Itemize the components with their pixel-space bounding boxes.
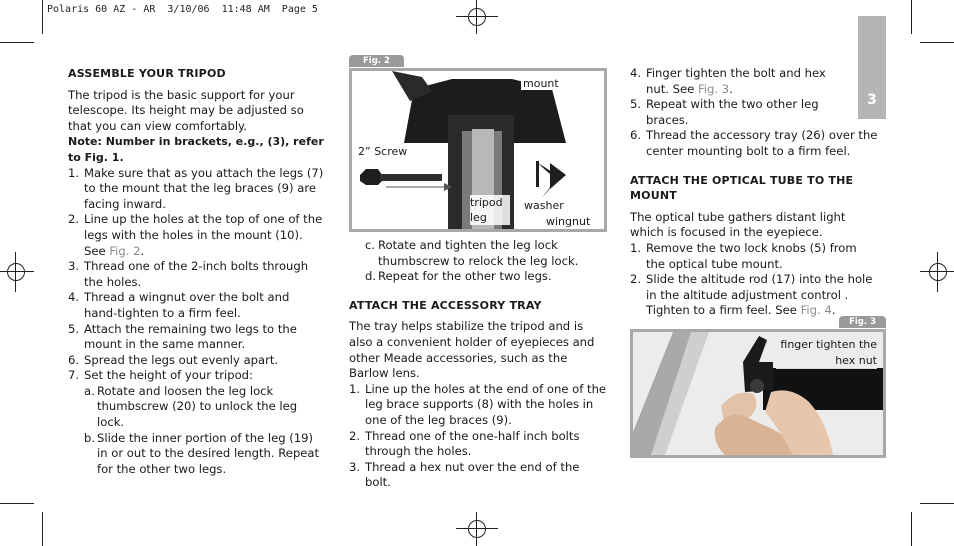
list-item: 4. Finger tighten the bolt and hex nut. See Fig. 3. <box>630 66 826 96</box>
crop-mark <box>920 42 954 43</box>
list-item: 2. Thread one of the one-half inch bolts through the holes. <box>349 428 580 459</box>
list-item: 6. Thread the accessory tray (26) over the center mounting bolt to a firm feel. <box>630 128 878 158</box>
list-item: 2. Slide the altitude rod (17) into the hole in the altitude adjustment control . Tighten to a firm feel. See Fig. 4. <box>630 272 873 318</box>
figure-tab: Fig. 2 <box>349 55 404 67</box>
substep-list <box>349 238 607 285</box>
crop-mark <box>42 512 43 546</box>
list-item: 7. Set the height of your tripod: <box>68 368 253 383</box>
list-item: 2. Line up the holes at the top of one of the legs with the holes in the mount (10). See Fig. 2. <box>68 212 323 258</box>
list-item: 1. Line up the holes at the end of one of the leg brace supports (8) with the holes in one of the leg braces (9). <box>349 381 607 427</box>
page-number: 3 <box>867 92 877 108</box>
list-item: 4. Thread a wingnut over the bolt and hand-tighten to a firm feel. <box>68 290 290 320</box>
figure-reference[interactable]: Fig. 3 <box>697 81 730 96</box>
figure-3 <box>630 317 886 458</box>
step-list <box>630 128 878 159</box>
crop-mark <box>0 503 34 504</box>
crop-mark <box>911 512 912 546</box>
list-item: b. Slide the inner portion of the leg (19) in or out to the desired length. Repeat for the other two legs. <box>84 430 320 476</box>
note-text: Note: Number in brackets, e.g., (3), refer to Fig. 1. <box>68 135 324 164</box>
list-item: a. Rotate and loosen the leg lock thumbscrew (20) to unlock the leg lock. <box>84 383 298 430</box>
list-item: 1. Remove the two lock knobs (5) from the optical tube mount. <box>630 240 857 271</box>
intro-text: The tripod is the basic support for your telescope. Its height may be adjusted so that you can view comfortably. <box>68 87 304 133</box>
crop-mark <box>920 503 954 504</box>
list-item: d. Repeat for the other two legs. <box>365 269 552 284</box>
label-washer: washer <box>524 199 564 212</box>
step-list <box>630 66 835 128</box>
label-tripod-leg: tripod leg <box>470 195 510 225</box>
label-mount: mount <box>523 77 559 90</box>
list-item: 3. Thread one of the 2-inch bolts through the holes. <box>68 259 309 289</box>
intro-text: The tray helps stabilize the tripod and is also a convenient holder of eyepieces and other Meade accessories, such as the Barlow lens. <box>349 319 595 381</box>
label-screw: 2” Screw <box>358 145 408 158</box>
list-item: c. Rotate and tighten the leg lock thumbscrew to relock the leg lock. <box>365 238 579 268</box>
list-item: 6. Spread the legs out evenly apart. <box>68 352 279 367</box>
label-finger-tighten: finger tighten the hex nut <box>776 337 877 369</box>
list-item: 5. Repeat with the two other leg braces. <box>630 97 819 127</box>
column-accessory-tray <box>349 238 607 491</box>
step-list <box>68 166 324 384</box>
figure-tab: Fig. 3 <box>839 316 886 328</box>
column-assemble-tripod <box>68 66 324 477</box>
column-optical-tube <box>630 66 878 319</box>
crop-mark <box>0 42 34 43</box>
section-heading: ASSEMBLE YOUR TRIPOD <box>68 67 226 80</box>
step-list <box>630 241 878 319</box>
crop-mark <box>911 0 912 34</box>
step-list <box>349 382 607 491</box>
section-heading: ATTACH THE ACCESSORY TRAY <box>349 298 542 312</box>
section-heading: ATTACH THE OPTICAL TUBE TO THE MOUNT <box>630 173 854 203</box>
intro-text: The optical tube gathers distant light which is focused in the eyepiece. <box>630 209 846 240</box>
figure-reference[interactable]: Fig. 4 <box>800 303 832 318</box>
list-item: 1. Make sure that as you attach the legs (7) to the mount that the leg braces (9) are facing inward. <box>68 165 324 211</box>
figure-reference[interactable]: Fig. 2 <box>109 243 141 258</box>
list-item: 5. Attach the remaining two legs to the mount in the same manner. <box>68 321 297 352</box>
figure-2 <box>349 56 607 232</box>
crop-mark <box>42 0 43 34</box>
print-slug: Polaris 60 AZ - AR 3/10/06 11:48 AM Page 5 <box>47 4 318 15</box>
label-wingnut: wingnut <box>546 215 591 228</box>
list-item: 3. Thread a hex nut over the end of the bolt. <box>349 459 580 490</box>
substep-list <box>68 384 324 478</box>
